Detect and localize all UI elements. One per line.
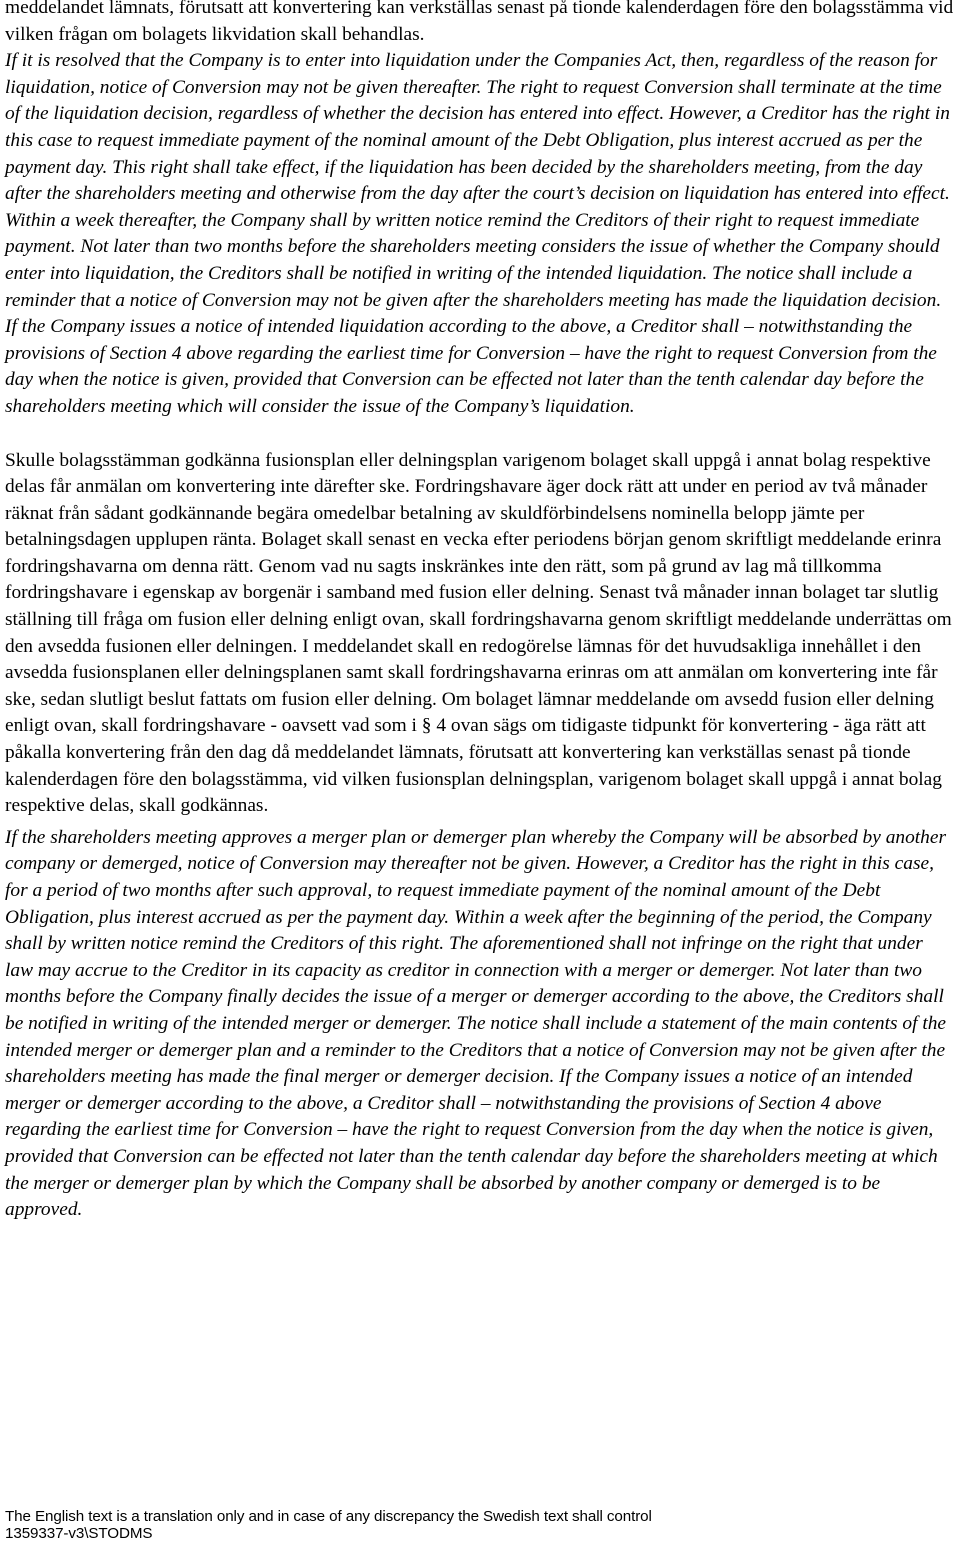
paragraph-swedish-liquidation-tail: meddelandet lämnats, förutsatt att konvertering kan verkställas senast på tionde kalenderdagen före den bolagsstämma vid vilken frågan om bolagets likvidation skall behandlas.: [5, 0, 954, 45]
document-page: [5, 0, 955, 1224]
translation-disclaimer: The English text is a translation only and in case of any discrepancy the Swedish text shall control: [5, 1508, 652, 1525]
paragraph-english-merger: If the shareholders meeting approves a merger plan or demerger plan whereby the Company will be absorbed by another company or demerged, notice of Conversion may thereafter not be given. However, a Creditor has the right in this case, for a period of two months after such approval, to request immediate payment of the nominal amount of the Debt Obligation, plus interest accrued as per the payment day. Within a week after the beginning of the period, the Company shall by written notice remind the Creditors of this right. The aforementioned shall not infringe on the right that under law may accrue to the Creditor in its capacity as creditor in connection with a merger or demerger. Not later than two months before the Company finally decides the issue of a merger or demerger according to the above, the Creditors shall be notified in writing of the intended merger or demerger. The notice shall include a statement of the main contents of the intended merger or demerger plan and a reminder to the Creditors that a notice of Conversion may not be given after the shareholders meeting has made the final merger or demerger decision. If the Company issues a notice of an intended merger or demerger according to the above, a Creditor shall – notwithstanding the provisions of Section 4 above regarding the earliest time for Conversion – have the right to request Conversion from the day when the notice is given, provided that Conversion can be effected not later than the tenth calendar day before the shareholders meeting at which the merger or demerger plan by which the Company shall be absorbed by another company or demerged is to be approved.: [5, 826, 947, 1221]
paragraph-swedish-merger: Skulle bolagsstämman godkänna fusionsplan eller delningsplan varigenom bolaget skall uppgå i annat bolag respektive delas får anmälan om konvertering inte därefter ske. Fordringshavare äger dock rätt att under en period av två månader räknat från sådant godkännande begära omedelbar betalning av skuldförbindelsens nominella belopp jämte per betalningsdagen upplupen ränta. Bolaget skall senast en vecka efter periodens början genom skriftligt meddelande erinra fordringshavarna om denna rätt. Genom vad nu sagts inskränkes inte den rätt, som på grund av lag må tillkomma fordringshavare i egenskap av borgenär i samband med fusion eller delning. Senast två månader innan bolaget tar slutlig ställning till fråga om fusion eller delning enligt ovan, skall fordringshavarna genom skriftligt meddelande underrättas om den avsedda fusionen eller delningen. I meddelandet skall en redogörelse lämnas för det huvudsakliga innehållet i den avsedda fusionsplanen eller delningsplanen samt skall fordringshavarna erinras om att anmälan om konvertering inte får ske, sedan slutligt beslut fattats om fusion eller delning. Om bolaget lämnar meddelande om avsedd fusion eller delning enligt ovan, skall fordringshavare - oavsett vad som i § 4 ovan sägs om tidigaste tidpunkt för konvertering - äga rätt att påkalla konvertering från den dag då meddelandet lämnats, förutsatt att konvertering kan verkställas senast på tionde kalenderdagen före den bolagsstämma, vid vilken fusionsplan delningsplan, varigenom bolaget skall uppgå i annat bolag respektive delas, skall godkännas.: [5, 449, 952, 817]
page-footer: [5, 1508, 955, 1542]
paragraph-spacer: [5, 421, 955, 448]
document-id: 1359337-v3\STODMS: [5, 1525, 153, 1542]
paragraph-english-liquidation: If it is resolved that the Company is to enter into liquidation under the Companies Act, then, regardless of the reason for liquidation, notice of Conversion may not be given thereafter. The right to request Conversion shall terminate at the time of the liquidation decision, regardless of whether the decision has entered into effect. However, a Creditor has the right in this case to request immediate payment of the nominal amount of the Debt Obligation, plus interest accrued as per the payment day. This right shall take effect, if the liquidation has been decided by the shareholders meeting, from the day after the shareholders meeting and otherwise from the day after the court’s decision on liquidation has entered into effect. Within a week thereafter, the Company shall by written notice remind the Creditors of their right to request immediate payment. Not later than two months before the shareholders meeting considers the issue of whether the Company should enter into liquidation, the Creditors shall be notified in writing of the intended liquidation. The notice shall include a reminder that a notice of Conversion may not be given after the shareholders meeting has made the liquidation decision. If the Company issues a notice of intended liquidation according to the above, a Creditor shall – notwithstanding the provisions of Section 4 above regarding the earliest time for Conversion – have the right to request Conversion from the day when the notice is given, provided that Conversion can be effected not later than the tenth calendar day before the shareholders meeting which will consider the issue of the Company’s liquidation.: [5, 50, 950, 417]
